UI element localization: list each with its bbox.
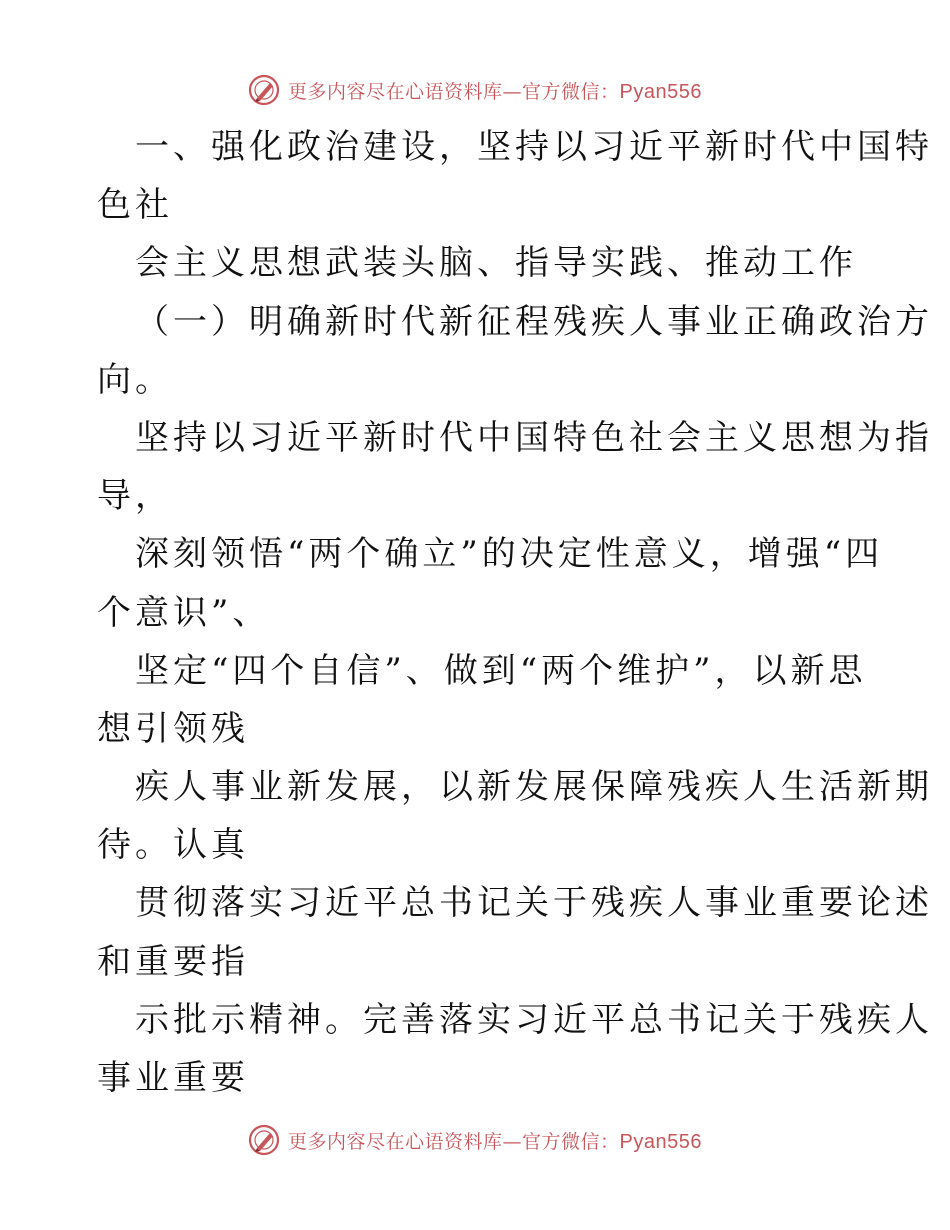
pen-logo-icon [248, 74, 280, 106]
text-line: 个意识”、 [97, 592, 271, 633]
text-line: 和重要指 [97, 941, 249, 982]
text-line: 想引领残 [97, 708, 249, 749]
text-line: 深刻领悟“两个确立”的决定性意义，增强“四 [135, 534, 884, 575]
text-line: 待。认真 [97, 825, 249, 866]
text-line: 事业重要 [97, 1058, 249, 1098]
footer-watermark [0, 1120, 950, 1160]
text-line: 向。 [97, 359, 173, 400]
watermark-text: 更多内容尽在心语资料库—官方微信：Pyan556 [288, 1130, 702, 1153]
text-line: 导， [97, 476, 173, 517]
pen-logo-icon [248, 1124, 280, 1156]
text-line: （一）明确新时代新征程残疾人事业正确政治方 [135, 301, 933, 342]
header-watermark [0, 70, 950, 110]
text-line: 坚定“四个自信”、做到“两个维护”，以新思 [135, 650, 867, 691]
text-line: 会主义思想武装头脑、指导实践、推动工作 [135, 243, 857, 284]
text-line: 示批示精神。完善落实习近平总书记关于残疾人 [135, 999, 933, 1040]
document-body [97, 118, 933, 1107]
text-line: 贯彻落实习近平总书记关于残疾人事业重要论述 [135, 883, 933, 924]
text-line: 色社 [97, 185, 173, 226]
text-line: 一、强化政治建设，坚持以习近平新时代中国特 [135, 127, 933, 167]
text-line: 坚持以习近平新时代中国特色社会主义思想为指 [135, 417, 933, 458]
watermark-text: 更多内容尽在心语资料库—官方微信：Pyan556 [288, 80, 702, 103]
text-line: 疾人事业新发展，以新发展保障残疾人生活新期 [135, 767, 933, 808]
